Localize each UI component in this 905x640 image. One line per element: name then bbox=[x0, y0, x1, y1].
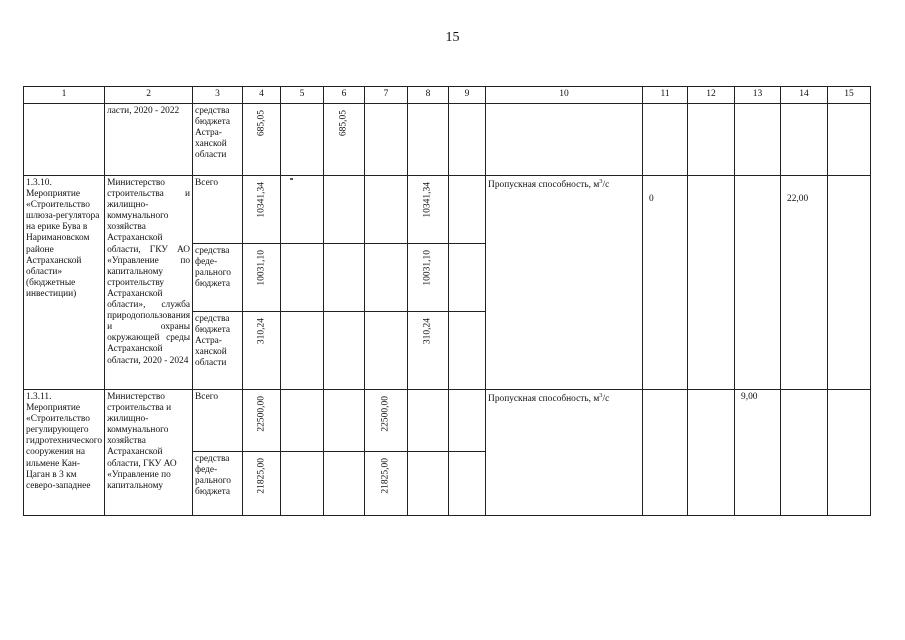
measure-1311-total-col7: 22500,00 bbox=[365, 390, 408, 452]
col-header-1: 1 bbox=[24, 87, 105, 104]
measure-1310-federal-col6 bbox=[324, 244, 365, 312]
measure-1310-regional-col9 bbox=[449, 312, 486, 390]
measure-1311-total-col4: 22500,00 bbox=[243, 390, 281, 452]
col-header-2: 2 bbox=[105, 87, 193, 104]
cont-col4-value: 685,05 bbox=[243, 104, 281, 176]
col-header-14: 14 bbox=[781, 87, 828, 104]
measure-1311-total-col8 bbox=[408, 390, 449, 452]
measure-1311-col13: 9,00 bbox=[735, 390, 781, 516]
measure-1310-federal-col5 bbox=[281, 244, 324, 312]
measure-1311-col14 bbox=[781, 390, 828, 516]
measure-1310-regional-col7 bbox=[365, 312, 408, 390]
measure-1310-indicator: Пропускная способность, $м^3/с$ bbox=[486, 176, 643, 390]
measure-1310-total-col7 bbox=[365, 176, 408, 244]
cont-col11 bbox=[643, 104, 688, 176]
col-header-9: 9 bbox=[449, 87, 486, 104]
measure-1310-federal-col9 bbox=[449, 244, 486, 312]
cont-col8 bbox=[408, 104, 449, 176]
cont-col14 bbox=[781, 104, 828, 176]
col-header-5: 5 bbox=[281, 87, 324, 104]
measure-1310-col14: 22,00 bbox=[781, 176, 828, 390]
measure-1311-total-col6 bbox=[324, 390, 365, 452]
col-header-3: 3 bbox=[193, 87, 243, 104]
cont-col7 bbox=[365, 104, 408, 176]
measure-1310-federal-col7 bbox=[365, 244, 408, 312]
measure-1311-name: 1.3.11. Мероприятие «Строительство регулирующего гидротехнического сооружения на ильмене Кан-Цаган в 3 км северо-западнее bbox=[24, 390, 105, 516]
table-row bbox=[24, 104, 871, 176]
cont-executor-cell: ласти, 2020 - 2022 bbox=[105, 104, 193, 176]
measure-1311-source-total: Всего bbox=[193, 390, 243, 452]
measure-1310-regional-col6 bbox=[324, 312, 365, 390]
measure-1311-federal-col7: 21825,00 bbox=[365, 452, 408, 516]
col-header-12: 12 bbox=[688, 87, 735, 104]
col-header-15: 15 bbox=[828, 87, 871, 104]
program-table bbox=[23, 86, 871, 516]
measure-1311-federal-col8 bbox=[408, 452, 449, 516]
cont-col10 bbox=[486, 104, 643, 176]
measure-1310-source-federal: средства феде-рального бюджета bbox=[193, 244, 243, 312]
measure-1311-indicator: Пропускная способность, $м^3/с$ bbox=[486, 390, 643, 516]
measure-1311-col12 bbox=[688, 390, 735, 516]
measure-1310-name: 1.3.10. Мероприятие «Строительство шлюза-регулятора на ерике Бува в Наримановском районе Астраханской области» (бюджетные инвестиции) bbox=[24, 176, 105, 390]
measure-1311-source-federal: средства феде-рального бюджета bbox=[193, 452, 243, 516]
measure-1310-source-total: Всего bbox=[193, 176, 243, 244]
measure-1310-col13 bbox=[735, 176, 781, 390]
measure-1310-total-col6 bbox=[324, 176, 365, 244]
measure-1310-executor: Министерство строительства и жилищно-коммунального хозяйства Астраханской области, ГКУ АО «Управление по капитальному строительству Астраханской области», служба природопользования и охраны окружающей среды Астраханской области, 2020 - 2024 bbox=[105, 176, 193, 390]
col-header-7: 7 bbox=[365, 87, 408, 104]
measure-1311-federal-col6 bbox=[324, 452, 365, 516]
measure-1310-federal-col4: 10031,10 bbox=[243, 244, 281, 312]
measure-1311-federal-col4: 21825,00 bbox=[243, 452, 281, 516]
measure-1310-regional-col5 bbox=[281, 312, 324, 390]
table-row bbox=[24, 390, 871, 452]
page-number: 15 bbox=[445, 30, 460, 45]
measure-1310-source-regional: средства бюджета Астра-ханской области bbox=[193, 312, 243, 390]
measure-1310-total-col5 bbox=[281, 176, 324, 244]
measure-1310-regional-col4: 310,24 bbox=[243, 312, 281, 390]
measure-1311-col15 bbox=[828, 390, 871, 516]
measure-1311-executor: Министерство строительства и жилищно-коммунального хозяйства Астраханской области, ГКУ АО «Управление по капитальному bbox=[105, 390, 193, 516]
measure-1310-total-col8: 10341,34 bbox=[408, 176, 449, 244]
col-header-8: 8 bbox=[408, 87, 449, 104]
column-number-row bbox=[24, 87, 871, 104]
measure-1310-col12 bbox=[688, 176, 735, 390]
measure-1310-total-col9 bbox=[449, 176, 486, 244]
measure-1310-col15 bbox=[828, 176, 871, 390]
table-row bbox=[24, 176, 871, 244]
cont-name-cell bbox=[24, 104, 105, 176]
cont-col13 bbox=[735, 104, 781, 176]
measure-1310-col11: 0 bbox=[643, 176, 688, 390]
col-header-10: 10 bbox=[486, 87, 643, 104]
cont-col15 bbox=[828, 104, 871, 176]
measure-1311-federal-col9 bbox=[449, 452, 486, 516]
cont-col5 bbox=[281, 104, 324, 176]
col-header-11: 11 bbox=[643, 87, 688, 104]
measure-1310-federal-col8: 10031,10 bbox=[408, 244, 449, 312]
col-header-4: 4 bbox=[243, 87, 281, 104]
measure-1310-total-col4: 10341,34 bbox=[243, 176, 281, 244]
measure-1311-total-col5 bbox=[281, 390, 324, 452]
scan-speck bbox=[290, 178, 293, 180]
cont-col6-value: 685,05 bbox=[324, 104, 365, 176]
measure-1310-regional-col8: 310,24 bbox=[408, 312, 449, 390]
measure-1311-total-col9 bbox=[449, 390, 486, 452]
measure-1311-federal-col5 bbox=[281, 452, 324, 516]
cont-col9 bbox=[449, 104, 486, 176]
col-header-6: 6 bbox=[324, 87, 365, 104]
measure-1311-col11 bbox=[643, 390, 688, 516]
cont-col12 bbox=[688, 104, 735, 176]
cont-source-cell: средства бюджета Астра-ханской области bbox=[193, 104, 243, 176]
col-header-13: 13 bbox=[735, 87, 781, 104]
